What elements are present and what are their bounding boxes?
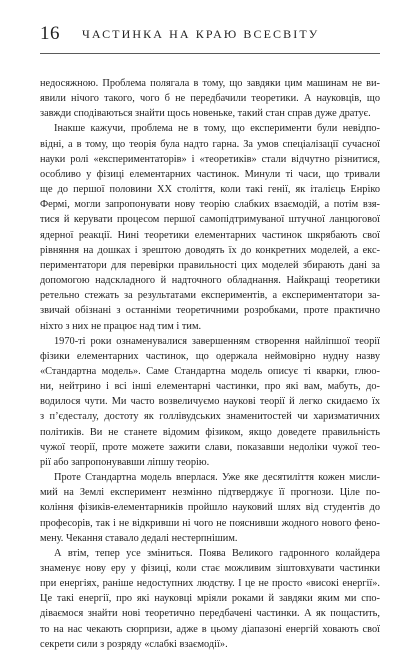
text-line: секрети сили з розряду «слабкі взаємодії».	[40, 638, 228, 650]
text-line: ще до першої половини XX століття, коли такі генії, як італієць Енріко	[40, 184, 380, 196]
text-line: професорів, так і не відкривши ні чого не пояснивши жодного нового фено-	[40, 517, 380, 529]
text-line: рії або запропонувавши ліпшу теорію.	[40, 456, 210, 468]
text-line: відні, а в тому, що теорія була надто гарна. За умов спеціалізації сучасної	[40, 138, 380, 150]
text-line: ни, нейтрино і всі інші елементарні частинки, про які вам, мабуть, до-	[40, 381, 380, 393]
text-line: допомогою надскладного й надточного обладнання. Найкращі теоретики	[40, 275, 380, 287]
text-line: особливо у фізиці елементарних частинок. Минули ті часи, що тривали	[40, 168, 380, 180]
text-line: чужої теорії, проте можете зажити слави, показавши недоліки чужої тео-	[40, 441, 380, 453]
text-line: «Стандартна модель». Саме Стандартна модель описує ті кварки, глюо-	[40, 365, 380, 377]
text-line: фізики елементарних частинок, що одержала неймовірно нудну назву	[40, 350, 380, 362]
text-line: недосяжною. Проблема полягала в тому, що завдяки цим машинам не ви-	[40, 78, 380, 89]
text-line: явили нічого такого, чого б не передбачили теоретики. А науковців, що	[40, 93, 380, 105]
text-line: діваємося знайти нові теоретично передбачені частинки. А як пощастить,	[40, 608, 380, 620]
page-number: 16	[40, 23, 60, 44]
paragraph	[40, 546, 380, 652]
text-line: ретельно стежать за результатами експериментів, а експериментатори за-	[40, 290, 380, 302]
text-line: мий на Землі експеримент незмінно підтверджує її прогнози. Ціле по-	[40, 487, 380, 499]
text-line: то на нас чекають сюрпризи, адже в цьому діапазоні енергій ховають свої	[40, 623, 380, 635]
text-line: Проте Стандартна модель вперлася. Уже яке десятиліття кожен мисли-	[54, 472, 380, 484]
body-text	[40, 76, 380, 652]
text-line: тися й керувати процесом першої самопідтримуваної штучної ланцюгової	[40, 214, 380, 226]
text-line: знаменує нову еру у фізиці, коли стає можливим зіштовхувати частинки	[40, 563, 380, 574]
text-line: 1970-ті роки ознаменувалися завершенням створення найліпшої теорії	[54, 335, 380, 347]
text-line: Фермі, могли запропонувати нову теорію слабких взаємодій, а потім взя-	[40, 199, 380, 211]
text-line: науки ролі «експериментаторів» і «теоретиків» стали відчутно різнитися,	[40, 153, 380, 165]
text-line: політиків. Ви не станете відомим фізиком, якщо доведете правильність	[40, 426, 380, 438]
text-line: Інакше кажучи, проблема не в тому, що експерименти були невідпо-	[54, 123, 380, 135]
text-line: водилося чути. Ми часто возвеличуємо наукові теорії й легко скидаємо їх	[40, 396, 380, 408]
text-line: завжди сподіваються знайти щось новеньке, такий стан справ дуже дратує.	[40, 108, 371, 120]
text-line: А втім, тепер усе зміниться. Поява Великого гадронного колайдера	[54, 547, 380, 559]
text-line: мену. Чекання ставало дедалі нестерпнішим.	[40, 532, 238, 544]
paragraph	[40, 76, 380, 121]
text-line: ядерної реакції. Нині теоретики елементарних частинок шкрябають свої	[40, 229, 380, 241]
text-line: при енергіях, раніше недоступних людству. І це не просто «високі енергії».	[40, 578, 380, 590]
text-line: рівняння на дошках і зрештою доводять їх до конкретних моделей, а екс-	[40, 244, 380, 256]
text-line: периментатори для перевірки правильності цих моделей збирають дані за	[40, 259, 380, 271]
text-line: з п’єдесталу, достоту як голлівудських знаменитостей чи харизматичних	[40, 411, 380, 423]
text-line: коління фізиків-елементарників пройшло науковий шлях від студентів до	[40, 502, 380, 514]
paragraph	[40, 334, 380, 470]
text-line: Це такі енергії, про які науковці мріяли роками й завдяки яким ми спо-	[40, 593, 380, 605]
text-line: звичай обізнані з останніми теоретичними розробками, проте практично	[40, 305, 380, 317]
header-rule	[40, 53, 380, 54]
paragraph	[40, 121, 380, 333]
text-line: ніхто з них не працює над тим і тим.	[40, 320, 202, 332]
running-title: ЧАСТИНКА НА КРАЮ ВСЕСВІТУ	[82, 27, 320, 41]
paragraph	[40, 470, 380, 546]
page-header	[40, 22, 380, 62]
